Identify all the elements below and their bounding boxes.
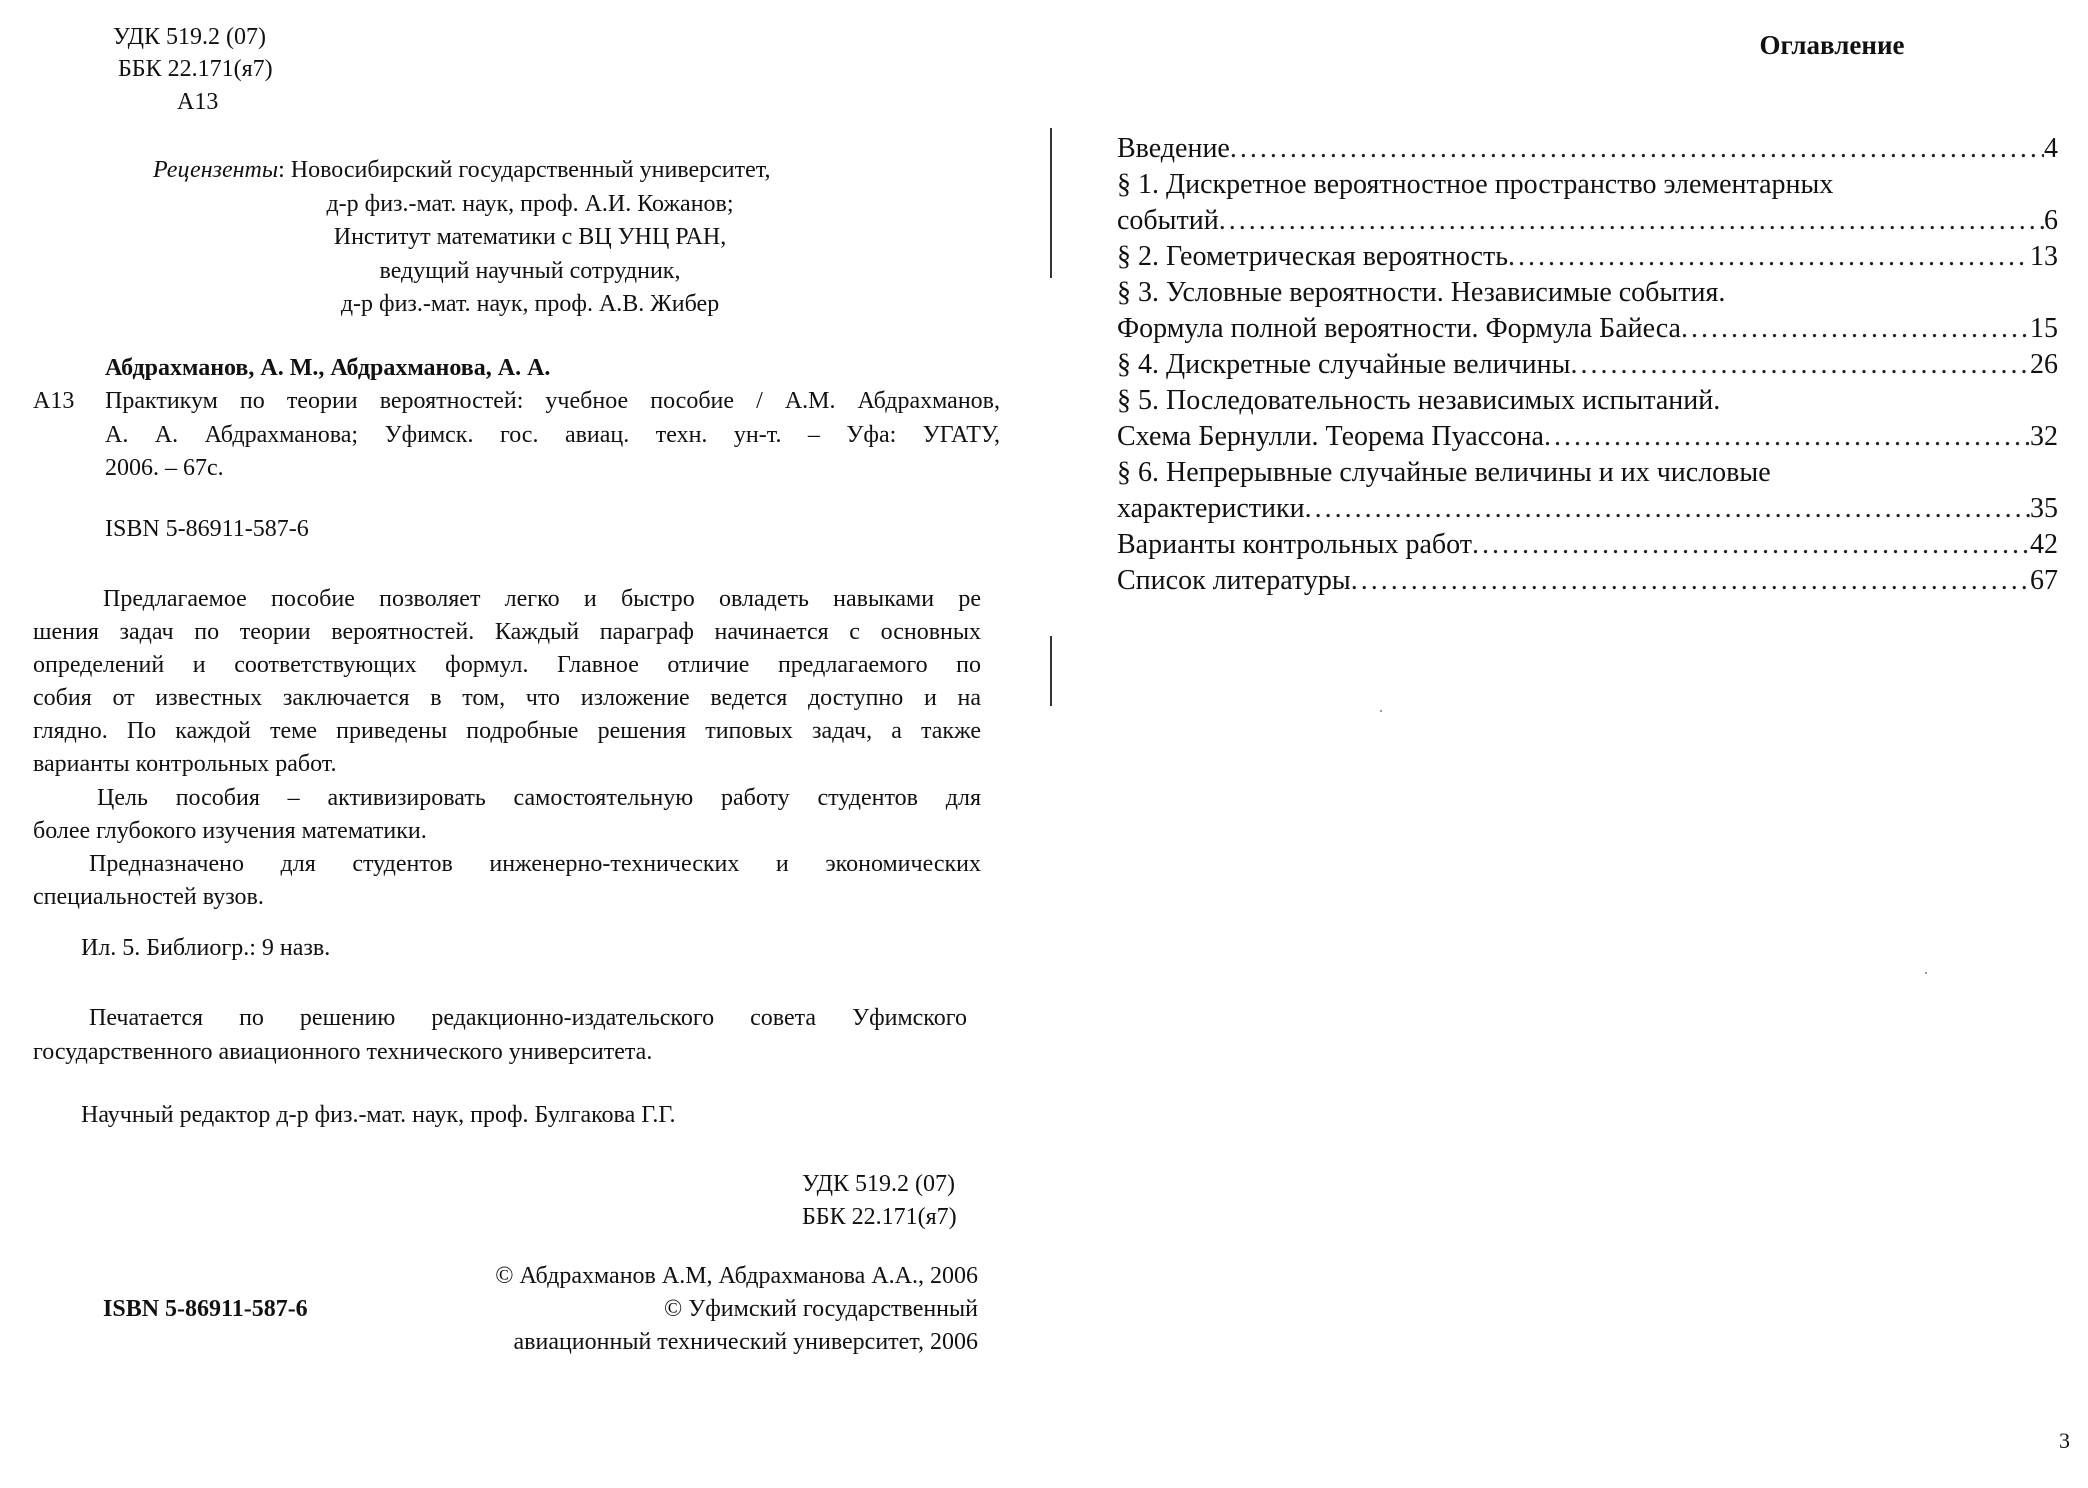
biblio-line-3: 2006. – 67с. xyxy=(105,455,224,481)
toc-entry-section-1-title[interactable]: § 1. Дискретное вероятностное пространство элементарных xyxy=(1117,169,1834,200)
copyright-line-2: © Уфимский государственный xyxy=(664,1296,978,1322)
toc-entry-section-5[interactable]: Схема Бернулли. Теорема Пуассона ..... 32 xyxy=(1117,419,2058,455)
toc-title: Оглавление xyxy=(1759,30,1905,60)
toc-entry-section-1[interactable]: событий ..... 6 xyxy=(1117,203,2058,239)
publish-line-2: государственного авиационного технического университета. xyxy=(33,1039,653,1065)
toc-entry-section-3[interactable]: Формула полной вероятности. Формула Байеса ..... 15 xyxy=(1117,311,2058,347)
annotation-line-6: варианты контрольных работ. xyxy=(33,751,337,777)
toc-entry-section-5-title[interactable]: § 5. Последовательность независимых испытаний. xyxy=(1117,385,1721,416)
toc-entry-section-4[interactable]: § 4. Дискретные случайные величины ..... 26 xyxy=(1117,347,2058,383)
toc-entry-section-3-title[interactable]: § 3. Условные вероятности. Независимые события. xyxy=(1117,277,1726,308)
reviewers-line-1: Рецензенты: Новосибирский государственный университет, xyxy=(153,157,771,183)
reviewers-line-2: д-р физ.-мат. наук, проф. А.И. Кожанов; xyxy=(326,191,734,217)
page-number: 3 xyxy=(2059,1428,2070,1453)
toc-entry-section-6[interactable]: характеристики ..... 35 xyxy=(1117,491,2058,527)
biblio-line-2: А. А. Абдрахманова; Уфимск. гос. авиац. техн. ун-т. – Уфа: УГАТУ, xyxy=(105,422,1000,448)
udk-top: УДК 519.2 (07) xyxy=(113,24,266,50)
toc-entry-bibliography[interactable]: Список литературы ..... 67 xyxy=(1117,563,2058,599)
code-side: А13 xyxy=(33,388,75,414)
isbn-bold: ISBN 5-86911-587-6 xyxy=(103,1296,308,1322)
udk-bottom: УДК 519.2 (07) xyxy=(802,1171,955,1197)
toc-entry-test-variants[interactable]: Варианты контрольных работ ..... 42 xyxy=(1117,527,2058,563)
annotation-line-8: более глубокого изучения математики. xyxy=(33,818,427,844)
isbn-line: ISBN 5-86911-587-6 xyxy=(105,516,309,542)
toc-entry-section-2[interactable]: § 2. Геометрическая вероятность ..... 13 xyxy=(1117,239,2058,275)
authors: Абдрахманов, А. М., Абдрахманова, А. А. xyxy=(105,355,551,381)
scientific-editor: Научный редактор д-р физ.-мат. наук, проф. Булгакова Г.Г. xyxy=(81,1102,676,1128)
reviewers-line-5: д-р физ.-мат. наук, проф. А.В. Жибер xyxy=(340,291,720,317)
copyright-line-3: авиационный технический университет, 2006 xyxy=(513,1329,978,1355)
copyright-line-1: © Абдрахманов А.М, Абдрахманова А.А., 2006 xyxy=(495,1263,978,1289)
reviewers-line-3: Институт математики с ВЦ УНЦ РАН, xyxy=(333,224,727,250)
annotation-line-10: специальностей вузов. xyxy=(33,884,264,910)
illustrations: Ил. 5. Библиогр.: 9 назв. xyxy=(81,935,331,961)
annotation-line-5: глядно. По каждой теме приведены подробные решения типовых задач, а также xyxy=(33,718,981,744)
toc-entry-section-6-title[interactable]: § 6. Непрерывные случайные величины и их числовые xyxy=(1117,457,1771,488)
annotation-line-1: Предлагаемое пособие позволяет легко и быстро овладеть навыками ре xyxy=(103,586,981,612)
reviewers-line-4: ведущий научный сотрудник, xyxy=(379,258,681,284)
annotation-line-3: определений и соответствующих формул. Главное отличие предлагаемого по xyxy=(33,652,981,678)
code-top: А13 xyxy=(177,89,219,115)
publish-line-1: Печатается по решению редакционно-издательского совета Уфимского xyxy=(89,1005,967,1031)
annotation-line-4: собия от известных заключается в том, что изложение ведется доступно и на xyxy=(33,685,981,711)
biblio-line-1: Практикум по теории вероятностей: учебное пособие / А.М. Абдрахманов, xyxy=(105,388,1000,414)
table-of-contents xyxy=(1117,131,2058,599)
toc-entry-introduction[interactable]: Введение ..... 4 xyxy=(1117,131,2058,167)
reviewers-label: Рецензенты xyxy=(153,157,279,183)
bbk-top: ББК 22.171(я7) xyxy=(118,56,273,82)
annotation-line-2: шения задач по теории вероятностей. Каждый параграф начинается с основных xyxy=(33,619,981,645)
annotation-line-9: Предназначено для студентов инженерно-технических и экономических xyxy=(89,851,981,877)
annotation-line-7: Цель пособия – активизировать самостоятельную работу студентов для xyxy=(97,785,981,811)
bbk-bottom: ББК 22.171(я7) xyxy=(802,1204,957,1230)
left-page xyxy=(0,0,1040,1488)
